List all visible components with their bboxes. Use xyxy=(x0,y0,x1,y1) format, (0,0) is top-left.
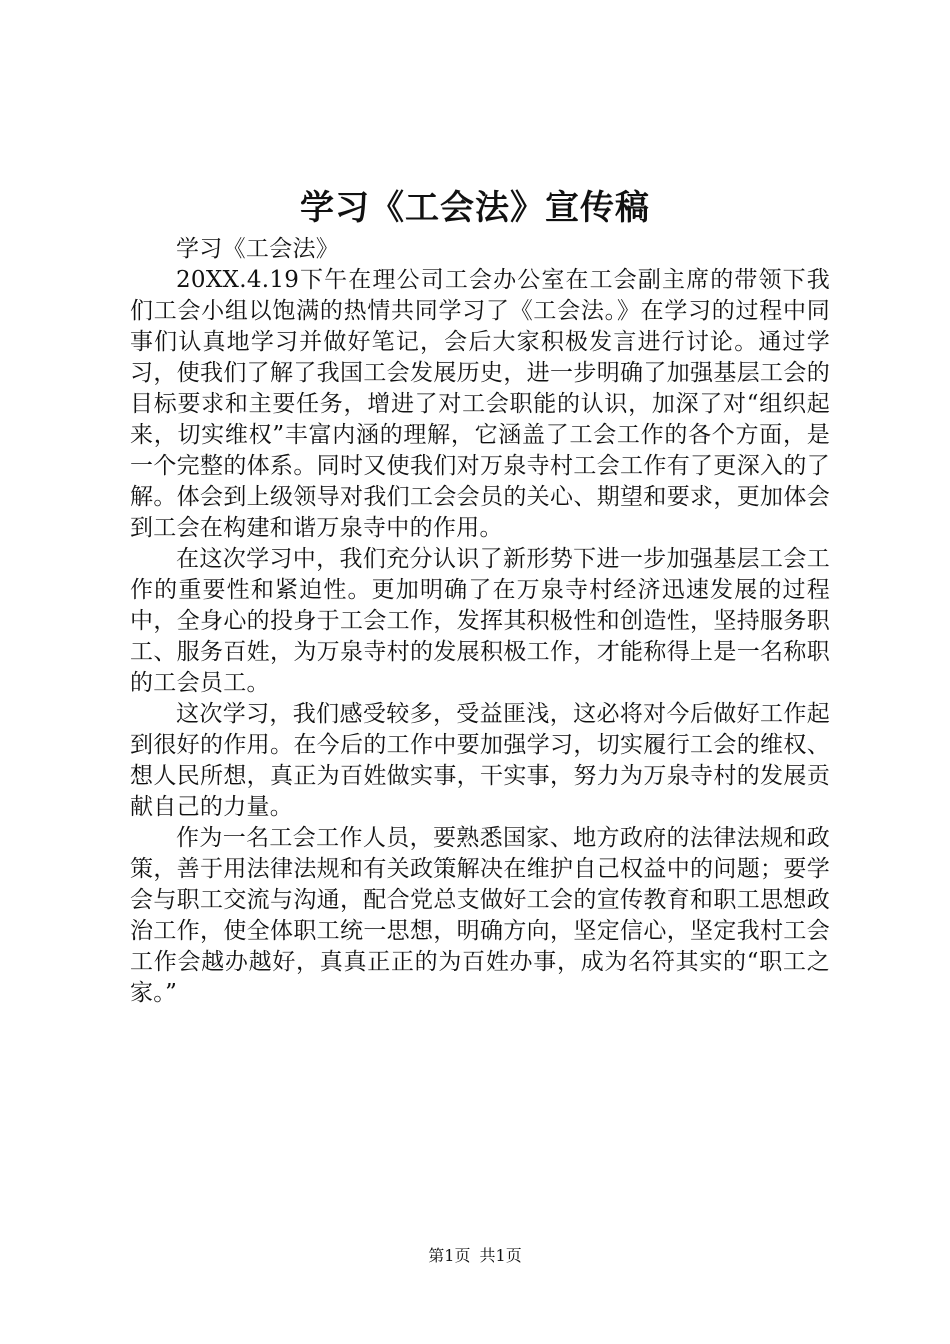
page-footer xyxy=(0,1246,950,1266)
paragraph-2: 在这次学习中，我们充分认识了新形势下进一步加强基层工会工作的重要性和紧迫性。更加明确了在万泉寺村经济迅速发展的过程中，全身心的投身于工会工作，发挥其积极性和创造性，坚持服务职工、服务百姓，为万泉寺村的发展积极工作，才能称得上是一名称职的工会员工。 xyxy=(130,546,830,696)
page-total: 共1页 xyxy=(479,1246,522,1265)
paragraph-1: 20XX.4.19下午在理公司工会办公室在工会副主席的带领下我们工会小组以饱满的热情共同学习了《工会法。》在学习的过程中同事们认真地学习并做好笔记，会后大家积极发言进行讨论。通过学习，使我们了解了我国工会发展历史，进一步明确了加强基层工会的目标要求和主要任务，增进了对工会职能的认识，加深了对“组织起来，切实维权”丰富内涵的理解，它涵盖了工会工作的各个方面，是一个完整的体系。同时又使我们对万泉寺村工会工作有了更深入的了解。体会到上级领导对我们工会会员的关心、期望和要求，更加体会到工会在构建和谐万泉寺中的作用。 xyxy=(130,267,830,541)
paragraph-subtitle: 学习《工会法》 xyxy=(176,236,340,262)
document-title: 学习《工会法》宣传稿 xyxy=(300,188,650,228)
document-body xyxy=(130,234,830,1009)
page-number: 第1页 xyxy=(428,1246,471,1265)
paragraph-4: 作为一名工会工作人员，要熟悉国家、地方政府的法律法规和政策，善于用法律法规和有关政策解决在维护自己权益中的问题；要学会与职工交流与沟通，配合党总支做好工会的宣传教育和职工思想政治工作，使全体职工统一思想，明确方向，坚定信心，坚定我村工会工作会越办越好，真真正正的为百姓办事，成为名符其实的“职工之家。” xyxy=(130,825,830,1006)
paragraph-3: 这次学习，我们感受较多，受益匪浅，这必将对今后做好工作起到很好的作用。在今后的工作中要加强学习，切实履行工会的维权、想人民所想，真正为百姓做实事，干实事，努力为万泉寺村的发展贡献自己的力量。 xyxy=(130,701,830,820)
